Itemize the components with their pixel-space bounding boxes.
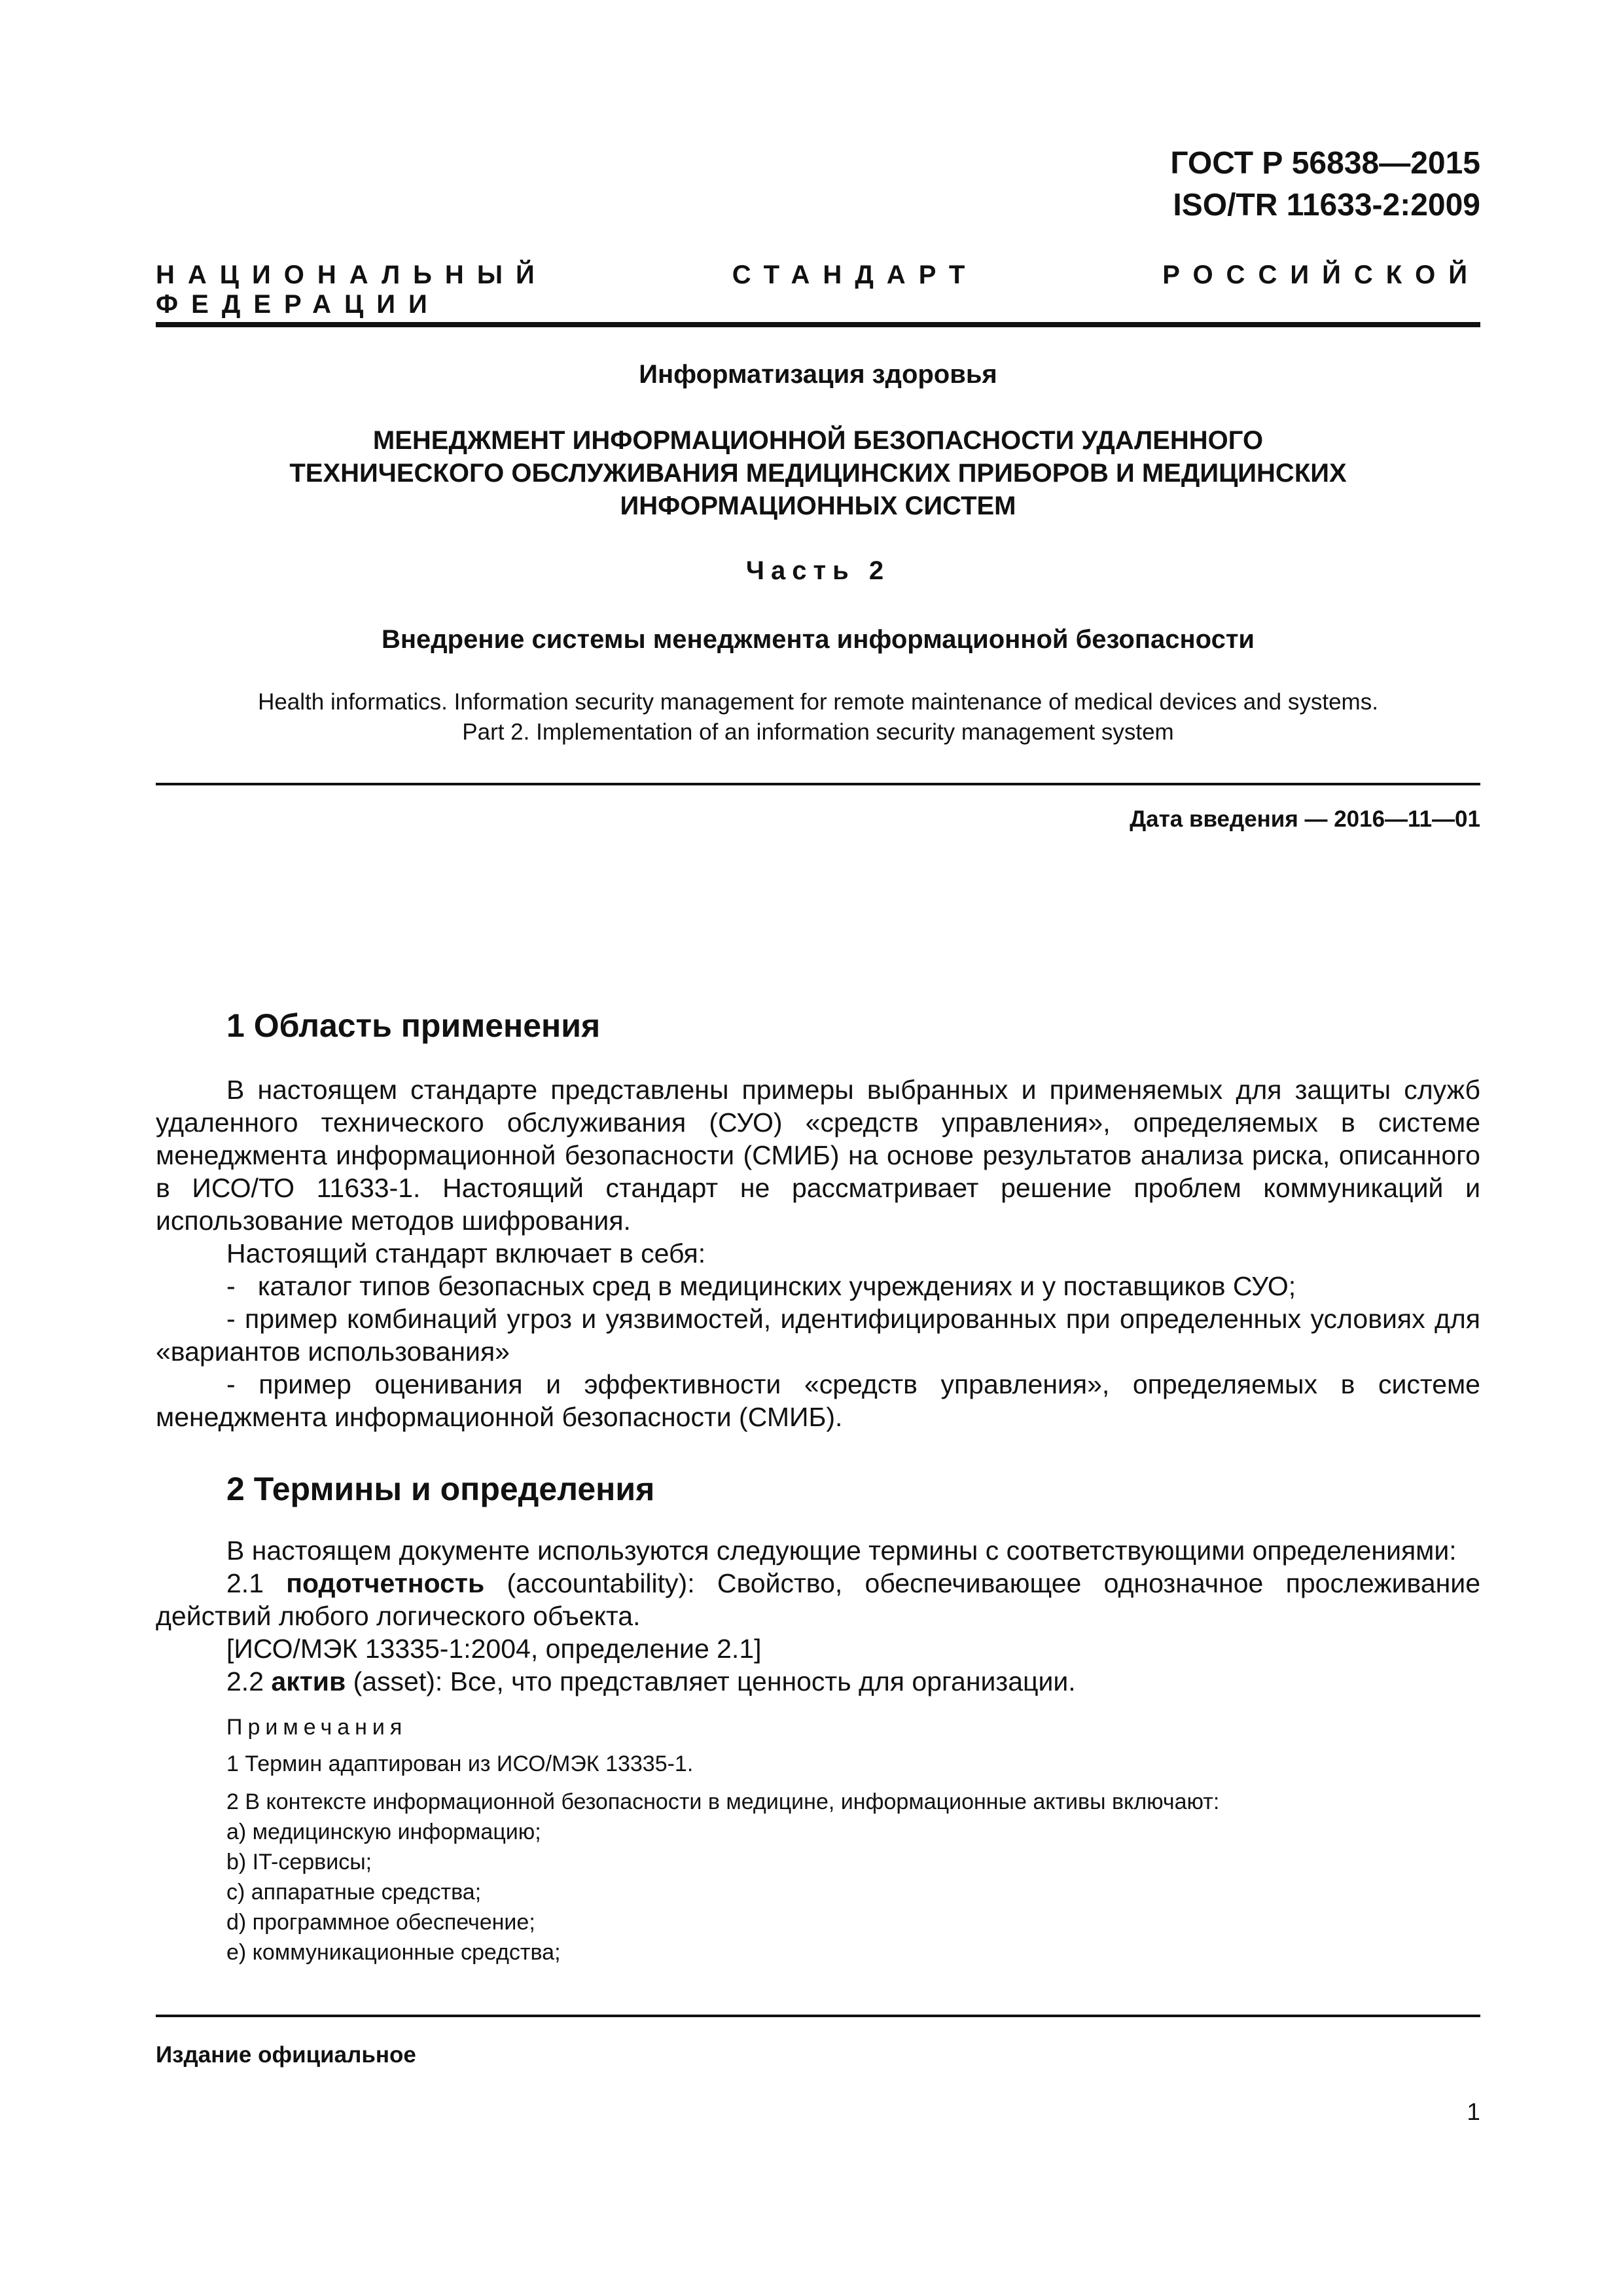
term-2-2 (156, 1665, 1480, 1698)
term-2-1-number: 2.1 (226, 1568, 287, 1598)
subtitle: Внедрение системы менеджмента информационной безопасности (381, 625, 1255, 654)
main-title-line-3: ИНФОРМАЦИОННЫХ СИСТЕМ (620, 492, 1016, 520)
note-2-item-b: b) IT-сервисы; (226, 1850, 372, 1874)
note-2-item-e: e) коммуникационные средства; (226, 1940, 561, 1965)
section-2-heading: 2 Термины и определения (226, 1471, 655, 1507)
page-number: 1 (1467, 2098, 1480, 2125)
iso-designation: ISO/TR 11633-2:2009 (1173, 188, 1480, 223)
national-standard-banner: НАЦИОНАЛЬНЫЙ СТАНДАРТ РОССИЙСКОЙ ФЕДЕРАЦИИ (156, 260, 1480, 319)
section-2-intro: В настоящем документе используются следующие термины с соответствующими определениями: (226, 1535, 1457, 1566)
english-title-line-2: Part 2. Implementation of an information security management system (462, 719, 1174, 745)
section-1-paragraph-1: В настоящем стандарте представлены примеры выбранных и применяемых для защиты служб удаленного технического обслуживания (СУО) «средств управления», определяемых в системе менеджмента информационной безопасности (СМИБ) на основе результатов анализа риска, описанного в ИСО/ТО 11633-1. Настоящий стандарт не рассматривает решение проблем коммуникаций и использование методов шифрования. (156, 1075, 1480, 1236)
note-1: 1 Термин адаптирован из ИСО/МЭК 13335-1. (226, 1751, 694, 1776)
term-2-1 (156, 1567, 1480, 1632)
section-1-paragraph-2: Настоящий стандарт включает в себя: (226, 1238, 706, 1268)
official-edition-label: Издание официальное (156, 2042, 416, 2068)
notes-label: Примечания (226, 1715, 408, 1740)
main-title-line-2: ТЕХНИЧЕСКОГО ОБСЛУЖИВАНИЯ МЕДИЦИНСКИХ ПРИБОРОВ И МЕДИЦИНСКИХ (289, 459, 1347, 488)
gost-designation: ГОСТ Р 56838—2015 (1170, 146, 1480, 181)
english-title-line-1: Health informatics. Information security management for remote maintenance of medical devices and systems. (258, 689, 1378, 715)
term-2-1-word: подотчетность (286, 1568, 485, 1598)
part-label: Часть 2 (745, 556, 891, 585)
term-2-1-definition: (accountability): Свойство, обеспечивающее однозначное прослеживание действий любого логического объекта. (156, 1568, 1481, 1631)
standard-main-title (156, 424, 1480, 522)
term-2-2-number: 2.2 (226, 1666, 272, 1696)
note-2-item-d: d) программное обеспечение; (226, 1910, 535, 1935)
term-2-2-word: актив (271, 1666, 346, 1696)
term-2-2-definition: (asset): Все, что представляет ценность для организации. (346, 1666, 1076, 1696)
term-2-1-reference: [ИСО/МЭК 13335-1:2004, определение 2.1] (226, 1634, 762, 1664)
section-1-heading: 1 Область применения (226, 1007, 601, 1044)
main-title-line-1: МЕНЕДЖМЕНТ ИНФОРМАЦИОННОЙ БЕЗОПАСНОСТИ УДАЛЕННОГО (372, 426, 1264, 455)
english-title (156, 687, 1480, 747)
section-1-list-item-1: - каталог типов безопасных сред в медицинских учреждениях и у поставщиков СУО; (226, 1271, 1296, 1301)
title-divider (156, 783, 1480, 785)
section-1-list-item-3: - пример оценивания и эффективности «средств управления», определяемых в системе менеджмента информационной безопасности (СМИБ). (156, 1369, 1480, 1432)
note-2-item-c: c) аппаратные средства; (226, 1880, 482, 1905)
header-divider (156, 322, 1480, 327)
note-2-item-a: а) медицинскую информацию; (226, 1820, 541, 1844)
standard-topic: Информатизация здоровья (639, 360, 997, 389)
footer-divider (156, 2015, 1480, 2017)
introduction-date: Дата введения — 2016—11—01 (1130, 806, 1480, 832)
note-2: 2 В контексте информационной безопасности в медицине, информационные активы включают: (226, 1789, 1220, 1814)
section-1-list-item-2: - пример комбинаций угроз и уязвимостей, идентифицированных при определенных условиях для «вариантов использования» (156, 1304, 1480, 1367)
